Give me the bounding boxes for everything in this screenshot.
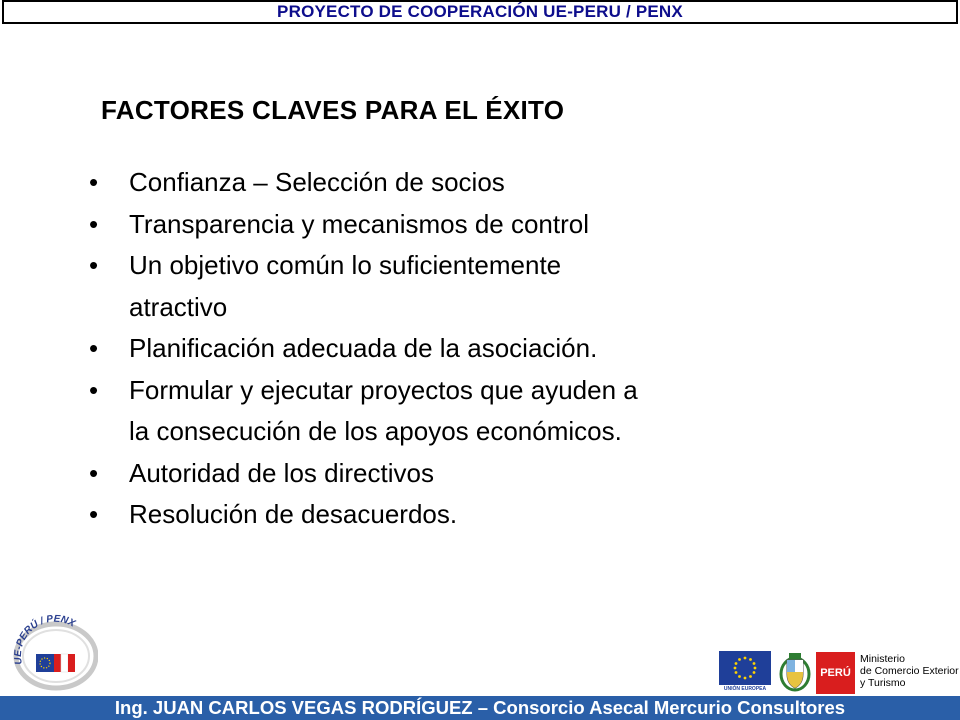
svg-text:UE-PERÚ / PENX: UE-PERÚ / PENX bbox=[12, 613, 77, 666]
bullet-text: Transparencia y mecanismos de control bbox=[129, 208, 590, 239]
bullet-icon: • bbox=[89, 333, 99, 363]
top-banner bbox=[2, 0, 958, 24]
eu-flag-icon bbox=[719, 651, 771, 685]
bullet-item bbox=[89, 204, 789, 246]
bullet-item bbox=[89, 494, 789, 536]
eu-caption: UNIÓN EUROPEA bbox=[723, 686, 767, 692]
bullet-text: Confianza – Selección de socios bbox=[129, 167, 505, 197]
bullet-item bbox=[89, 370, 789, 453]
bullet-text: Formular y ejecutar proyectos que ayuden a bbox=[129, 374, 638, 405]
project-logo bbox=[8, 612, 98, 692]
ministry-logo bbox=[816, 652, 960, 694]
bullet-text: Resolución de desacuerdos. bbox=[129, 499, 458, 529]
coat-of-arms-icon bbox=[779, 650, 811, 692]
bullet-text-continued: la consecución de los apoyos económicos. bbox=[129, 416, 622, 446]
bullet-text: Un objetivo común lo suficientemente bbox=[129, 250, 562, 280]
bullet-item bbox=[89, 328, 789, 370]
footer-text: Ing. JUAN CARLOS VEGAS RODRÍGUEZ – Consorcio Asecal Mercurio Consultores bbox=[114, 697, 846, 718]
bullet-icon: • bbox=[89, 499, 99, 529]
bullet-item bbox=[89, 162, 789, 204]
bullet-list bbox=[89, 162, 789, 536]
ministry-name bbox=[860, 653, 960, 689]
bullet-icon: • bbox=[89, 167, 99, 197]
bullet-text: Autoridad de los directivos bbox=[129, 457, 434, 488]
slide-title: FACTORES CLAVES PARA EL ÉXITO bbox=[101, 95, 565, 125]
bullet-item bbox=[89, 245, 789, 328]
footer-bar bbox=[0, 696, 960, 720]
ministry-line: y Turismo bbox=[860, 677, 906, 689]
ministry-line: de Comercio Exterior bbox=[860, 665, 959, 677]
bullet-item bbox=[89, 453, 789, 495]
ministry-line: Ministerio bbox=[860, 653, 905, 665]
bullet-icon: • bbox=[89, 374, 99, 405]
peru-label: PERÚ bbox=[816, 652, 855, 694]
banner-text: PROYECTO DE COOPERACIÓN UE-PERU / PENX bbox=[277, 2, 683, 21]
bullet-text: Planificación adecuada de la asociación. bbox=[129, 333, 598, 363]
bullet-icon: • bbox=[89, 208, 99, 239]
eu-logo bbox=[719, 651, 771, 693]
bullet-icon: • bbox=[89, 250, 99, 280]
bullet-icon: • bbox=[89, 457, 99, 488]
bullet-text-continued: atractivo bbox=[129, 291, 228, 322]
